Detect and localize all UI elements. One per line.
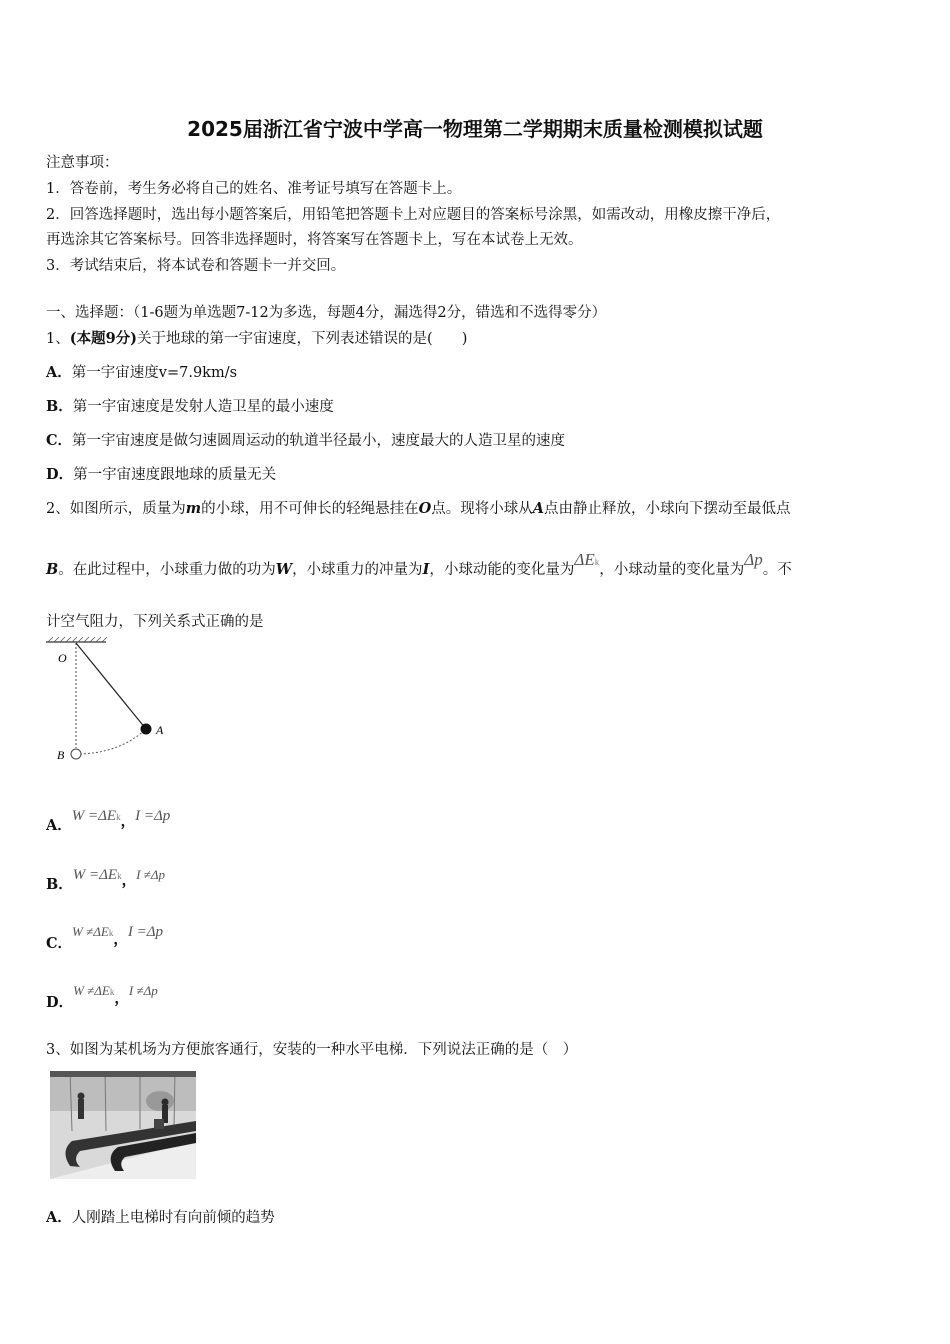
text-run: ，小球重力的冲量为	[292, 562, 423, 578]
option-formula: I =Δp	[127, 924, 164, 940]
option-label: D．	[46, 994, 74, 1011]
question-number: 1、	[46, 331, 70, 347]
var-a: A	[532, 500, 544, 517]
text-run: 。不	[762, 562, 792, 578]
q2-option-a	[46, 804, 171, 834]
notice-item: 1．答卷前，考生务必将自己的姓名、准考证号填写在答题卡上。	[46, 181, 462, 197]
q2-option-b	[46, 863, 165, 893]
math-text: W ≠ΔE	[72, 924, 109, 939]
math-text: W =ΔE	[72, 867, 118, 883]
math-delta-ek	[574, 550, 599, 569]
math-text: W =ΔE	[71, 808, 117, 824]
math-subscript: k	[109, 987, 115, 997]
option-label: A．	[46, 364, 72, 381]
q2-option-c	[46, 920, 164, 952]
text-run: 点。现将小球从	[431, 501, 533, 517]
question-points: (本题9分)	[69, 330, 138, 347]
option-formula	[72, 808, 121, 824]
pendulum-figure	[44, 636, 174, 766]
var-w: W	[275, 561, 293, 578]
question-2-stem-line1	[46, 497, 790, 518]
question-2-stem-line2	[46, 550, 792, 579]
math-subscript: k	[108, 928, 114, 938]
comma: ，	[113, 931, 128, 948]
option-text: 第一宇宙速度v=7.9km/s	[71, 365, 238, 381]
notice-heading: 注意事项：	[46, 155, 119, 171]
option-label: C．	[46, 432, 73, 449]
option-formula	[73, 983, 114, 998]
comma: ，	[114, 990, 129, 1007]
option-label: A．	[46, 1209, 72, 1226]
question-2-stem-line3: 计空气阻力，下列关系式正确的是	[46, 614, 264, 630]
option-text: 第一宇宙速度是做匀速圆周运动的轨道半径最小，速度最大的人造卫星的速度	[72, 433, 566, 449]
var-m: m	[185, 500, 202, 517]
option-label: D．	[46, 466, 74, 483]
option-formula	[73, 867, 122, 883]
var-b: B	[46, 561, 59, 578]
math-delta-p: Δp	[744, 550, 763, 569]
option-formula: I ≠Δp	[128, 983, 158, 998]
var-o: O	[418, 500, 432, 517]
option-formula	[72, 924, 113, 939]
section-heading: 一、选择题：（1-6题为单选题7-12为多选，每题4分，漏选得2分，错选和不选得零分）	[46, 305, 607, 321]
label-a: A	[156, 723, 164, 737]
text-run: ，小球动能的变化量为	[429, 562, 575, 578]
var-i: I	[422, 561, 430, 578]
q1-option-d	[46, 463, 276, 484]
q3-option-a	[46, 1206, 275, 1227]
notice-item: 2．回答选择题时，选出每小题答案后，用铅笔把答题卡上对应题目的答案标号涂黑，如需改动，用橡皮擦干净后，	[46, 207, 781, 223]
option-formula: I ≠Δp	[136, 867, 165, 882]
notice-item: 3．考试结束后，将本试卷和答题卡一并交回。	[46, 258, 346, 274]
q1-option-b	[46, 395, 334, 416]
option-text: 人刚踏上电梯时有向前倾的趋势	[71, 1210, 275, 1226]
question-text: 关于地球的第一宇宙速度，下列表述错误的是( )	[137, 331, 468, 347]
option-label: B．	[46, 876, 73, 893]
math-text: W ≠ΔE	[73, 983, 110, 998]
option-formula: I =Δp	[135, 808, 171, 824]
label-o: O	[58, 651, 67, 665]
text-run: 的小球，用不可伸长的轻绳悬挂在	[201, 501, 419, 517]
option-text: 第一宇宙速度跟地球的质量无关	[73, 467, 277, 483]
comma: ，	[121, 872, 137, 889]
math-subscript: k	[594, 557, 600, 567]
page-title: 2025届浙江省宁波中学高一物理第二学期期末质量检测模拟试题	[187, 117, 763, 141]
q1-option-c	[46, 429, 565, 450]
question-1-stem	[46, 327, 467, 348]
notice-item: 再选涂其它答案标号。回答非选择题时，将答案写在答题卡上，写在本试卷上无效。	[46, 232, 583, 248]
math-text: ΔE	[574, 550, 595, 569]
text-run: 2、如图所示，质量为	[46, 501, 186, 517]
q1-option-a	[46, 361, 237, 382]
q2-option-d	[46, 979, 158, 1011]
moving-walkway-photo	[50, 1071, 196, 1179]
option-label: C．	[46, 935, 73, 952]
comma: ，	[120, 813, 136, 830]
math-subscript: k	[117, 871, 122, 881]
text-run: ，小球动量的变化量为	[599, 562, 745, 578]
question-3-stem: 3、如图为某机场为方便旅客通行，安装的一种水平电梯．下列说法正确的是（ ）	[46, 1042, 578, 1058]
text-run: 。在此过程中，小球重力做的功为	[58, 562, 276, 578]
label-b: B	[57, 748, 65, 762]
option-label: A．	[46, 817, 72, 834]
math-subscript: k	[116, 812, 121, 822]
text-run: 点由静止释放，小球向下摆动至最低点	[543, 501, 791, 517]
option-label: B．	[46, 398, 73, 415]
option-text: 第一宇宙速度是发射人造卫星的最小速度	[72, 399, 334, 415]
